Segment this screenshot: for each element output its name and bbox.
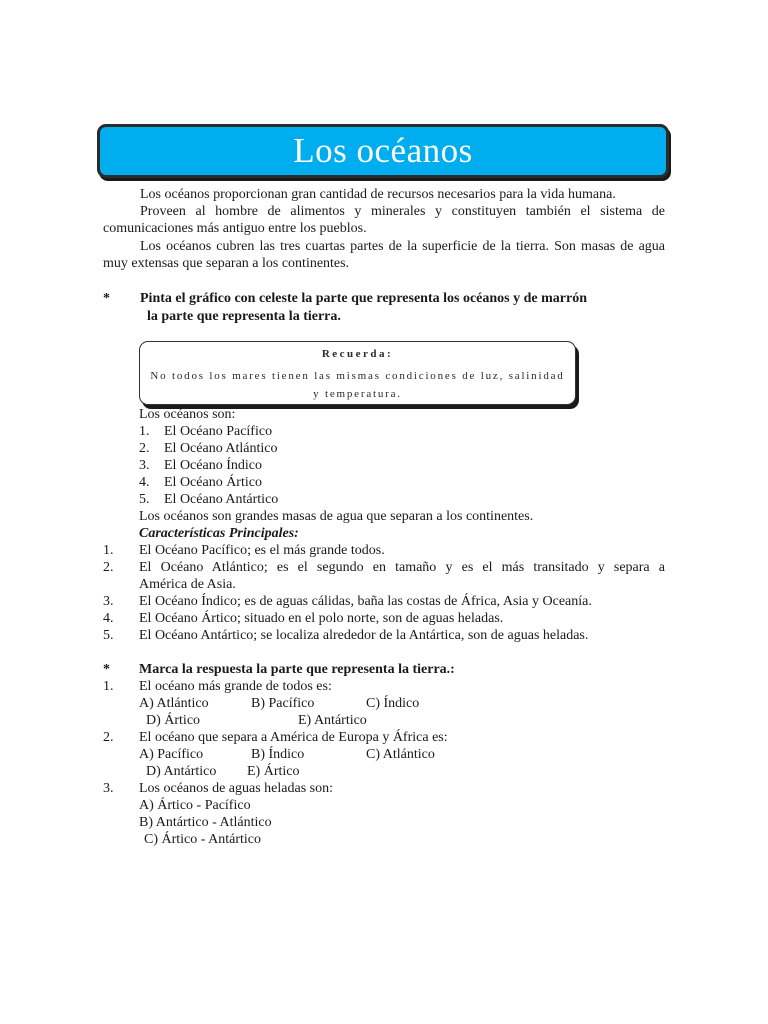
- question-text: Los océanos de aguas heladas son:: [139, 781, 333, 796]
- remember-body: No todos los mares tienen las mismas condiciones de luz, salinidad y temperatura.: [150, 370, 565, 400]
- ocean-number: 5.: [139, 492, 150, 507]
- title-banner: [97, 124, 669, 178]
- ocean-item: El Océano Pacífico: [164, 424, 273, 439]
- answer-option[interactable]: C) Índico: [366, 696, 420, 711]
- intro-text: [103, 186, 665, 272]
- question-number: 2.: [103, 730, 114, 745]
- answer-option[interactable]: D) Ártico: [146, 713, 201, 728]
- answer-option[interactable]: B) Índico: [251, 747, 305, 762]
- feature-number: 5.: [103, 628, 114, 643]
- feature-item: El Océano Pacífico; es el más grande todos.: [139, 543, 385, 558]
- feature-number: 4.: [103, 611, 114, 626]
- bullet-star: *: [103, 291, 110, 306]
- oceans-summary: Los océanos son grandes masas de agua que separan a los continentes.: [139, 509, 534, 524]
- answer-option[interactable]: E) Ártico: [247, 764, 300, 779]
- ocean-item: El Océano Antártico: [164, 492, 279, 507]
- feature-number: 2.: [103, 560, 114, 575]
- ocean-item: El Océano Índico: [164, 458, 262, 473]
- question-text: El océano más grande de todos es:: [139, 679, 332, 694]
- ocean-number: 2.: [139, 441, 150, 456]
- question-number: 1.: [103, 679, 114, 694]
- ocean-number: 4.: [139, 475, 150, 490]
- answer-option[interactable]: A) Atlántico: [139, 696, 209, 711]
- feature-item: El Océano Atlántico; es el segundo en tamaño y es el más transitado y separa a: [139, 560, 665, 575]
- ocean-number: 1.: [139, 424, 150, 439]
- answer-option[interactable]: D) Antártico: [146, 764, 217, 779]
- ocean-item: El Océano Atlántico: [164, 441, 278, 456]
- answer-option[interactable]: E) Antártico: [298, 713, 367, 728]
- page-title: Los océanos: [293, 131, 473, 170]
- intro-paragraph-2: Proveen al hombre de alimentos y minerales y constituyen también el sistema de comunicaciones más antiguo entre los pueblos.: [103, 204, 665, 237]
- remember-note-box: [139, 341, 576, 405]
- question-text: El océano que separa a América de Europa y África es:: [139, 730, 448, 745]
- task-line-1: Pinta el gráfico con celeste la parte que representa los océanos y de marrón: [140, 291, 588, 306]
- feature-number: 1.: [103, 543, 114, 558]
- answer-option[interactable]: C) Atlántico: [366, 747, 435, 762]
- answer-option[interactable]: B) Pacífico: [251, 696, 315, 711]
- answer-option[interactable]: C) Ártico - Antártico: [144, 832, 262, 847]
- intro-paragraph-3: Los océanos cubren las tres cuartas partes de la superficie de la tierra. Son masas de agua muy extensas que separan a los continentes.: [103, 238, 665, 271]
- feature-item: El Océano Ártico; situado en el polo norte, son de aguas heladas.: [139, 611, 504, 626]
- answer-option[interactable]: A) Pacífico: [139, 747, 204, 762]
- features-heading: Características Principales:: [139, 526, 299, 541]
- ocean-number: 3.: [139, 458, 150, 473]
- ocean-item: El Océano Ártico: [164, 475, 262, 490]
- task-mark-instruction: Marca la respuesta la parte que representa la tierra.:: [139, 662, 455, 677]
- feature-item: El Océano Índico; es de aguas cálidas, baña las costas de África, Asia y Oceanía.: [139, 594, 592, 609]
- feature-number: 3.: [103, 594, 114, 609]
- feature-item: El Océano Antártico; se localiza alrededor de la Antártica, son de aguas heladas.: [139, 628, 589, 643]
- bullet-star: *: [103, 662, 110, 677]
- task-line-2: la parte que representa la tierra.: [147, 309, 341, 324]
- feature-item-continued: América de Asia.: [139, 577, 236, 592]
- intro-paragraph-1: Los océanos proporcionan gran cantidad de recursos necesarios para la vida humana.: [140, 187, 616, 202]
- answer-option[interactable]: A) Ártico - Pacífico: [139, 798, 251, 813]
- question-number: 3.: [103, 781, 114, 796]
- oceans-heading: Los océanos son:: [139, 407, 236, 422]
- answer-option[interactable]: B) Antártico - Atlántico: [139, 815, 272, 830]
- remember-title: Recuerda:: [321, 348, 394, 360]
